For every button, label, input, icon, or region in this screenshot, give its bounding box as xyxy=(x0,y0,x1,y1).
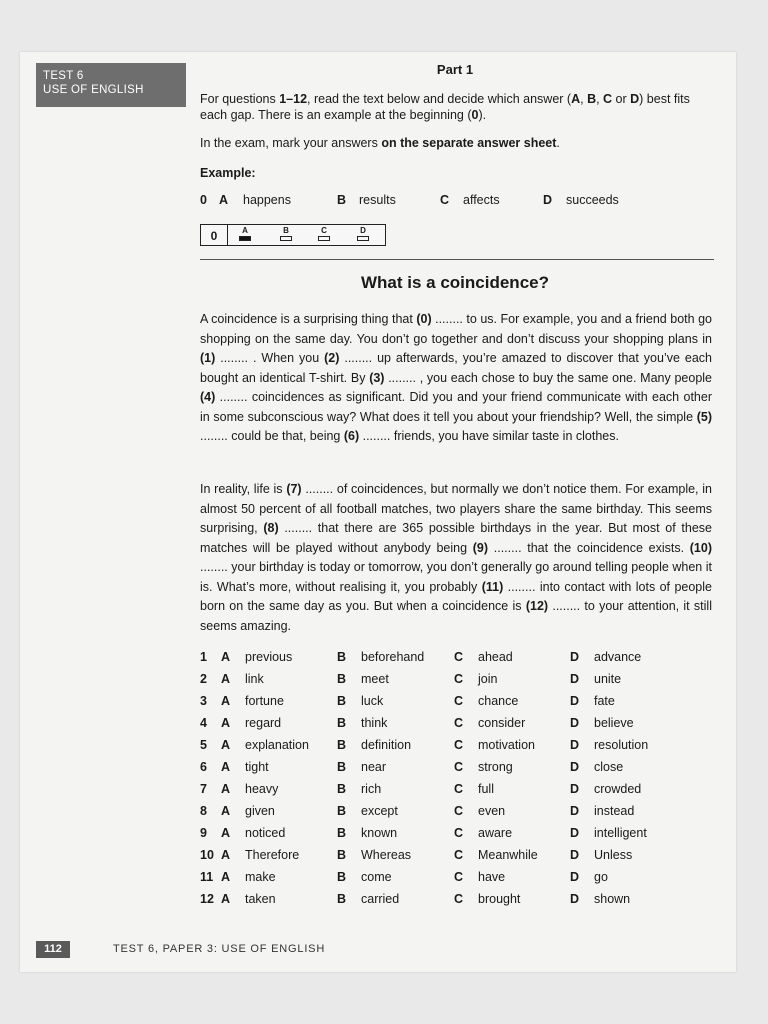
answer-row xyxy=(200,716,720,738)
option-c: consider xyxy=(478,716,526,730)
paragraph-text: ........ could be that, being xyxy=(200,429,344,443)
letter-d: D xyxy=(570,738,580,752)
option-d: believe xyxy=(594,716,634,730)
question-number: 7 xyxy=(200,782,207,796)
question-number: 4 xyxy=(200,716,207,730)
letter-a: A xyxy=(221,870,231,884)
letter-d: D xyxy=(570,782,580,796)
option-b: meet xyxy=(361,672,389,686)
example-option-a: happens xyxy=(243,193,291,207)
letter-c: C xyxy=(454,672,464,686)
answer-row xyxy=(200,738,720,760)
example-label: Example: xyxy=(200,166,256,180)
option-a: heavy xyxy=(245,782,279,796)
option-c: strong xyxy=(478,760,513,774)
letter-a: A xyxy=(221,892,231,906)
paragraph-text: ........ of coincidences, but normally we don’t notice them. For example, in almost 50 percent of all football matches, two players share the same birthday. This seems surprising, xyxy=(200,482,712,535)
answer-row xyxy=(200,760,720,782)
letter-a: A xyxy=(221,650,231,664)
letter-b: B xyxy=(337,650,347,664)
question-number: 8 xyxy=(200,804,207,818)
letter-a: A xyxy=(221,672,231,686)
footer-text: TEST 6, PAPER 3: USE OF ENGLISH xyxy=(113,943,326,955)
gap-number: (5) xyxy=(696,409,712,424)
option-b: beforehand xyxy=(361,650,425,664)
page-number: 112 xyxy=(36,941,70,958)
paragraph-text: ........ coincidences as significant. Did you and your friend communicate with each other in some subconscious way? What does it tell you about your friendship? Well, the simple xyxy=(200,390,712,424)
option-b: think xyxy=(361,716,388,730)
option-a: noticed xyxy=(245,826,286,840)
option-c: even xyxy=(478,804,506,818)
option-b: definition xyxy=(361,738,412,752)
option-b: luck xyxy=(361,694,384,708)
gap-number: (9) xyxy=(472,540,489,555)
option-c: have xyxy=(478,870,506,884)
option-d: unite xyxy=(594,672,622,686)
instructions-line-1: For questions 1–12, read the text below and decide which answer (A, B, C or D) best fits each gap. There is an example at the beginning (0). xyxy=(200,92,690,122)
gap-number: (8) xyxy=(263,521,279,535)
paragraph-text: ........ your birthday is today or tomorrow, you don’t generally go around telling people when it is. What’s more, without realising it, you probably xyxy=(200,560,712,594)
letter-c: C xyxy=(454,650,464,664)
paragraph-text: ........ that the coincidence exists. xyxy=(488,540,690,555)
letter-a: A xyxy=(221,804,231,818)
answer-row xyxy=(200,782,720,804)
option-a: tight xyxy=(245,760,269,774)
letter-d: D xyxy=(570,804,580,818)
letter-b: B xyxy=(337,672,347,686)
option-d: close xyxy=(594,760,624,774)
letter-d: D xyxy=(570,650,580,664)
option-a: given xyxy=(245,804,275,818)
letter-a: A xyxy=(221,782,231,796)
letter-a: A xyxy=(221,694,231,708)
section-divider xyxy=(200,259,714,260)
letter-b: B xyxy=(337,716,347,730)
letter-c: C xyxy=(454,782,464,796)
answer-mark-empty xyxy=(280,236,292,241)
answer-row xyxy=(200,650,720,672)
letter-d: D xyxy=(570,848,580,862)
gap-number: (0) xyxy=(416,312,432,326)
letter-a: A xyxy=(221,826,231,840)
option-b: known xyxy=(361,826,398,840)
answer-row xyxy=(200,892,720,914)
question-number: 11 xyxy=(200,870,214,884)
letter-b: B xyxy=(337,694,347,708)
letter-c: C xyxy=(454,804,464,818)
option-c: full xyxy=(478,782,494,796)
example-option-d: succeeds xyxy=(566,193,619,207)
option-a: Therefore xyxy=(245,848,300,862)
answer-sheet-option-c: C xyxy=(314,226,334,241)
paragraph-text: ........ up afterwards, you’re amazed to discover that you’ve each bought an identical T-shirt. By xyxy=(200,351,712,385)
letter-a: A xyxy=(221,848,231,862)
paragraph-text: ........ into contact with lots of people born on the same day as you. But when a coincidence is xyxy=(200,579,712,613)
gap-number: (4) xyxy=(200,390,216,404)
gap-number: (10) xyxy=(689,540,712,555)
example-option-b: results xyxy=(359,193,396,207)
option-b: carried xyxy=(361,892,400,906)
letter-b: B xyxy=(337,870,347,884)
option-d: shown xyxy=(594,892,631,906)
option-c: join xyxy=(478,672,498,686)
question-number: 12 xyxy=(200,892,214,906)
letter-c: C xyxy=(454,892,464,906)
answer-row xyxy=(200,672,720,694)
test-number: TEST 6 xyxy=(43,70,84,82)
option-a: previous xyxy=(245,650,293,664)
answer-options-table xyxy=(200,650,720,914)
example-letter-d: D xyxy=(543,193,553,207)
option-d: go xyxy=(594,870,608,884)
answer-sheet-option-a: A xyxy=(235,226,255,241)
question-number: 2 xyxy=(200,672,207,686)
letter-d: D xyxy=(570,760,580,774)
answer-row xyxy=(200,804,720,826)
letter-d: D xyxy=(570,716,580,730)
option-c: chance xyxy=(478,694,519,708)
option-c: ahead xyxy=(478,650,513,664)
answer-mark-empty xyxy=(357,236,369,241)
option-a: explanation xyxy=(245,738,309,752)
option-d: instead xyxy=(594,804,635,818)
letter-c: C xyxy=(454,694,464,708)
letter-b: B xyxy=(337,804,347,818)
option-d: advance xyxy=(594,650,642,664)
paragraph-text: ........ to us. For example, you and a friend both go shopping on the same day. You don’t go together and don’t discuss your shopping plans in xyxy=(200,312,712,346)
option-c: Meanwhile xyxy=(478,848,538,862)
option-a: make xyxy=(245,870,276,884)
question-number: 6 xyxy=(200,760,207,774)
example-letter-b: B xyxy=(337,193,347,207)
letter-b: B xyxy=(337,848,347,862)
letter-c: C xyxy=(454,848,464,862)
example-number: 0 xyxy=(200,193,207,207)
letter-a: A xyxy=(221,738,231,752)
question-number: 3 xyxy=(200,694,207,708)
answer-mark-filled xyxy=(239,236,251,241)
answer-row xyxy=(200,870,720,892)
paragraph-text: A coincidence is a surprising thing that xyxy=(200,312,417,326)
option-b: Whereas xyxy=(361,848,412,862)
letter-b: B xyxy=(337,782,347,796)
letter-d: D xyxy=(570,826,580,840)
question-number: 9 xyxy=(200,826,207,840)
letter-b: B xyxy=(337,738,347,752)
option-b: rich xyxy=(361,782,382,796)
option-c: brought xyxy=(478,892,521,906)
letter-c: C xyxy=(454,760,464,774)
letter-b: B xyxy=(337,826,347,840)
paragraph-text: ........ . When you xyxy=(215,351,325,365)
gap-number: (12) xyxy=(525,599,549,613)
option-d: fate xyxy=(594,694,615,708)
letter-d: D xyxy=(570,870,580,884)
letter-a: A xyxy=(221,716,231,730)
answer-row xyxy=(200,826,720,848)
gap-number: (3) xyxy=(369,370,385,385)
gap-number: (11) xyxy=(481,579,504,594)
option-b: except xyxy=(361,804,398,818)
option-a: taken xyxy=(245,892,276,906)
letter-c: C xyxy=(454,826,464,840)
option-a: fortune xyxy=(245,694,284,708)
letter-b: B xyxy=(337,760,347,774)
answer-mark-empty xyxy=(318,236,330,241)
letter-a: A xyxy=(221,760,231,774)
answer-row xyxy=(200,848,720,870)
test-section: USE OF ENGLISH xyxy=(43,84,144,96)
option-d: Unless xyxy=(594,848,633,862)
option-b: come xyxy=(361,870,392,884)
paragraph-2 xyxy=(200,480,712,636)
answer-sheet-option-d: D xyxy=(353,226,373,241)
answer-sheet-option-b: B xyxy=(276,226,296,241)
option-d: intelligent xyxy=(594,826,647,840)
text-title: What is a coincidence? xyxy=(361,273,549,292)
letter-b: B xyxy=(337,892,347,906)
letter-d: D xyxy=(570,892,580,906)
answer-row xyxy=(200,694,720,716)
letter-d: D xyxy=(570,694,580,708)
option-a: link xyxy=(245,672,264,686)
example-option-c: affects xyxy=(463,193,500,207)
test-tab xyxy=(36,63,186,107)
paragraph-text: ........ friends, you have similar taste in clothes. xyxy=(359,429,619,443)
instructions-line-2: In the exam, mark your answers on the separate answer sheet. xyxy=(200,136,560,150)
option-c: aware xyxy=(478,826,513,840)
letter-d: D xyxy=(570,672,580,686)
paragraph-text: ........ to your attention, it still seems amazing. xyxy=(200,599,712,633)
option-b: near xyxy=(361,760,387,774)
question-number: 1 xyxy=(200,650,207,664)
gap-number: (6) xyxy=(343,429,360,443)
letter-c: C xyxy=(454,716,464,730)
example-answer-sheet xyxy=(200,224,386,246)
question-number: 5 xyxy=(200,738,207,752)
option-d: resolution xyxy=(594,738,649,752)
answer-sheet-number: 0 xyxy=(201,225,228,245)
example-letter-a: A xyxy=(219,193,229,207)
question-number: 10 xyxy=(200,848,214,862)
paragraph-text: ........ , you each chose to buy the same one. Many people xyxy=(384,370,713,385)
option-d: crowded xyxy=(594,782,642,796)
gap-number: (2) xyxy=(324,351,340,365)
paragraph-text: In reality, life is xyxy=(200,482,287,496)
option-c: motivation xyxy=(478,738,535,752)
option-a: regard xyxy=(245,716,282,730)
example-letter-c: C xyxy=(440,193,450,207)
gap-number: (7) xyxy=(286,482,302,496)
paragraph-1 xyxy=(200,310,712,447)
part-title: Part 1 xyxy=(436,62,474,77)
letter-c: C xyxy=(454,738,464,752)
gap-number: (1) xyxy=(200,351,216,365)
letter-c: C xyxy=(454,870,464,884)
paragraph-text: ........ that there are 365 possible birthdays in the year. But most of these matches will be played without anybody being xyxy=(200,521,712,555)
